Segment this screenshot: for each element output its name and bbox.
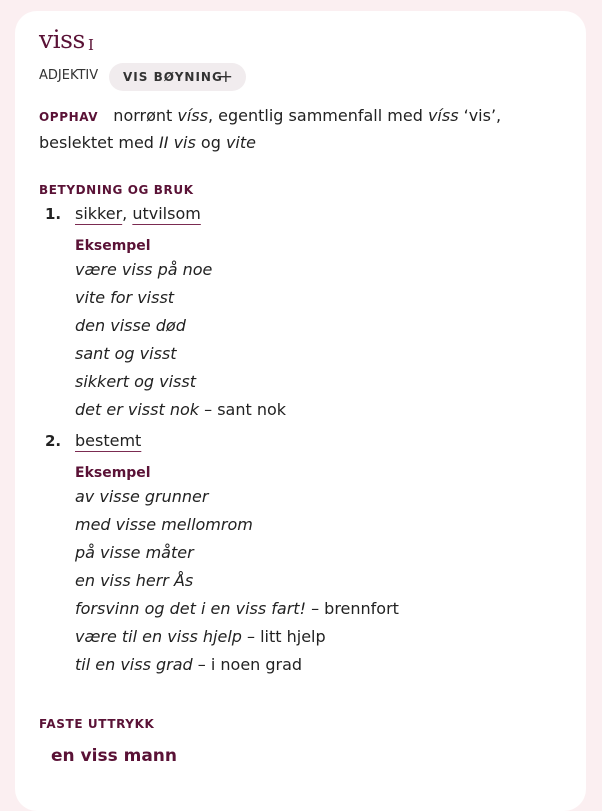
example-item: være til en viss hjelp – litt hjelp — [75, 627, 326, 646]
sense-definition — [75, 431, 141, 450]
origin-text: norrønt víss, egentlig sammenfall med víss ‘vis’, beslektet med II vis og vite — [39, 106, 502, 152]
example-heading: Eksempel — [75, 465, 151, 481]
example-item: på visse måter — [75, 543, 194, 562]
headword: viss — [39, 25, 85, 54]
origin-section — [39, 103, 559, 156]
example-heading: Eksempel — [75, 238, 151, 254]
show-inflection-button[interactable] — [109, 63, 246, 91]
part-of-speech: ADJEKTIV — [39, 68, 99, 83]
example-item: sikkert og visst — [75, 372, 196, 391]
fixed-expression-item[interactable]: en viss mann — [51, 746, 178, 766]
example-item: med visse mellomrom — [75, 515, 253, 534]
sense-number: 2. — [45, 432, 62, 450]
meaning-section-label: BETYDNING OG BRUK — [39, 183, 194, 197]
origin-link-vite[interactable]: vite — [225, 133, 256, 152]
definition-link-utvilsom[interactable]: utvilsom — [132, 204, 201, 223]
fixed-expressions-label: FASTE UTTRYKK — [39, 717, 155, 731]
example-item: vite for visst — [75, 288, 175, 307]
example-item: den visse død — [75, 316, 186, 335]
definition-link-sikker[interactable]: sikker — [75, 204, 123, 223]
example-item: forsvinn og det i en viss fart! – brennfort — [75, 599, 399, 618]
origin-label: OPPHAV — [39, 110, 99, 124]
sense-definition: sikker, utvilsom — [75, 204, 201, 223]
example-item: sant og visst — [75, 344, 177, 363]
example-item: det er visst nok – sant nok — [75, 400, 287, 419]
show-inflection-label: VIS BØYNING — [123, 70, 223, 84]
example-item: til en viss grad – i noen grad — [75, 655, 303, 674]
homograph-number: I — [88, 36, 94, 54]
dictionary-entry-card — [15, 11, 586, 811]
sense-number: 1. — [45, 205, 62, 223]
example-item: av visse grunner — [75, 487, 209, 506]
origin-link-vis[interactable]: II vis — [159, 133, 196, 152]
example-item: en viss herr Ås — [75, 571, 194, 590]
plus-icon: + — [218, 67, 234, 87]
definition-link-bestemt[interactable]: bestemt — [75, 431, 142, 450]
example-item: være viss på noe — [75, 260, 213, 279]
